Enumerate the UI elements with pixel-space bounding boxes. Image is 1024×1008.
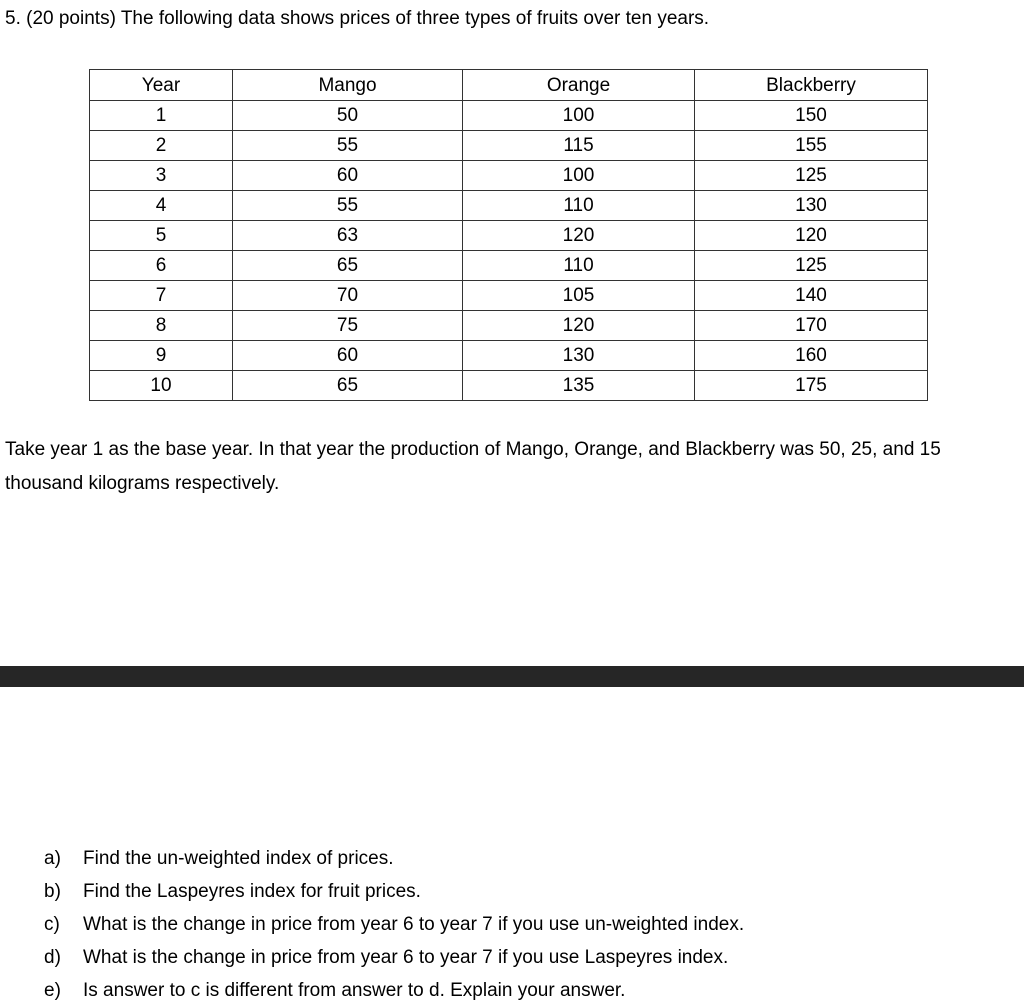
- task-marker: b): [44, 881, 61, 902]
- task-marker: e): [44, 980, 61, 1001]
- fruit-price-table: [89, 69, 928, 401]
- cell-year: 6: [90, 251, 233, 281]
- header-orange: Orange: [463, 70, 695, 101]
- task-text: Is answer to c is different from answer to d. Explain your answer.: [83, 980, 626, 1001]
- cell-orange: 135: [463, 371, 695, 401]
- task-marker: c): [44, 914, 60, 935]
- table-row: [90, 281, 928, 311]
- cell-orange: 110: [463, 191, 695, 221]
- cell-blackberry: 130: [695, 191, 928, 221]
- cell-mango: 60: [233, 161, 463, 191]
- table-row: [90, 221, 928, 251]
- table-row: [90, 311, 928, 341]
- table-body: [90, 101, 928, 401]
- table-header-row: [90, 70, 928, 101]
- cell-mango: 65: [233, 371, 463, 401]
- cell-blackberry: 170: [695, 311, 928, 341]
- cell-orange: 120: [463, 221, 695, 251]
- task-marker: d): [44, 947, 61, 968]
- cell-blackberry: 140: [695, 281, 928, 311]
- cell-orange: 130: [463, 341, 695, 371]
- task-item: [44, 974, 744, 1007]
- table-row: [90, 251, 928, 281]
- table-row: [90, 371, 928, 401]
- cell-year: 5: [90, 221, 233, 251]
- cell-year: 8: [90, 311, 233, 341]
- task-marker: a): [44, 848, 61, 869]
- cell-blackberry: 160: [695, 341, 928, 371]
- cell-mango: 75: [233, 311, 463, 341]
- cell-orange: 100: [463, 161, 695, 191]
- cell-orange: 120: [463, 311, 695, 341]
- header-year: Year: [90, 70, 233, 101]
- cell-mango: 63: [233, 221, 463, 251]
- table-row: [90, 101, 928, 131]
- cell-blackberry: 155: [695, 131, 928, 161]
- cell-mango: 60: [233, 341, 463, 371]
- base-year-info: Take year 1 as the base year. In that year the production of Mango, Orange, and Blackberry was 50, 25, and 15 thousand kilograms respectively.: [5, 439, 941, 494]
- task-text: What is the change in price from year 6 to year 7 if you use Laspeyres index.: [83, 947, 729, 968]
- cell-mango: 55: [233, 131, 463, 161]
- cell-mango: 50: [233, 101, 463, 131]
- cell-year: 10: [90, 371, 233, 401]
- cell-orange: 100: [463, 101, 695, 131]
- task-item: [44, 875, 744, 908]
- cell-orange: 110: [463, 251, 695, 281]
- task-item: [44, 941, 744, 974]
- cell-blackberry: 175: [695, 371, 928, 401]
- table-row: [90, 161, 928, 191]
- cell-year: 2: [90, 131, 233, 161]
- cell-orange: 115: [463, 131, 695, 161]
- task-text: Find the un-weighted index of prices.: [83, 848, 394, 869]
- question-title: 5. (20 points) The following data shows prices of three types of fruits over ten years.: [5, 8, 710, 29]
- header-blackberry: Blackberry: [695, 70, 928, 101]
- divider-bar: [0, 666, 1024, 687]
- table-row: [90, 131, 928, 161]
- cell-blackberry: 125: [695, 251, 928, 281]
- task-list: [44, 842, 744, 1007]
- cell-year: 9: [90, 341, 233, 371]
- task-item: [44, 908, 744, 941]
- cell-orange: 105: [463, 281, 695, 311]
- header-mango: Mango: [233, 70, 463, 101]
- cell-mango: 70: [233, 281, 463, 311]
- cell-blackberry: 125: [695, 161, 928, 191]
- task-text: What is the change in price from year 6 to year 7 if you use un-weighted index.: [83, 914, 745, 935]
- cell-year: 4: [90, 191, 233, 221]
- cell-blackberry: 150: [695, 101, 928, 131]
- cell-mango: 55: [233, 191, 463, 221]
- cell-year: 3: [90, 161, 233, 191]
- task-text: Find the Laspeyres index for fruit prices.: [83, 881, 421, 902]
- cell-mango: 65: [233, 251, 463, 281]
- cell-year: 7: [90, 281, 233, 311]
- task-item: [44, 842, 744, 875]
- cell-blackberry: 120: [695, 221, 928, 251]
- table-row: [90, 341, 928, 371]
- cell-year: 1: [90, 101, 233, 131]
- table-row: [90, 191, 928, 221]
